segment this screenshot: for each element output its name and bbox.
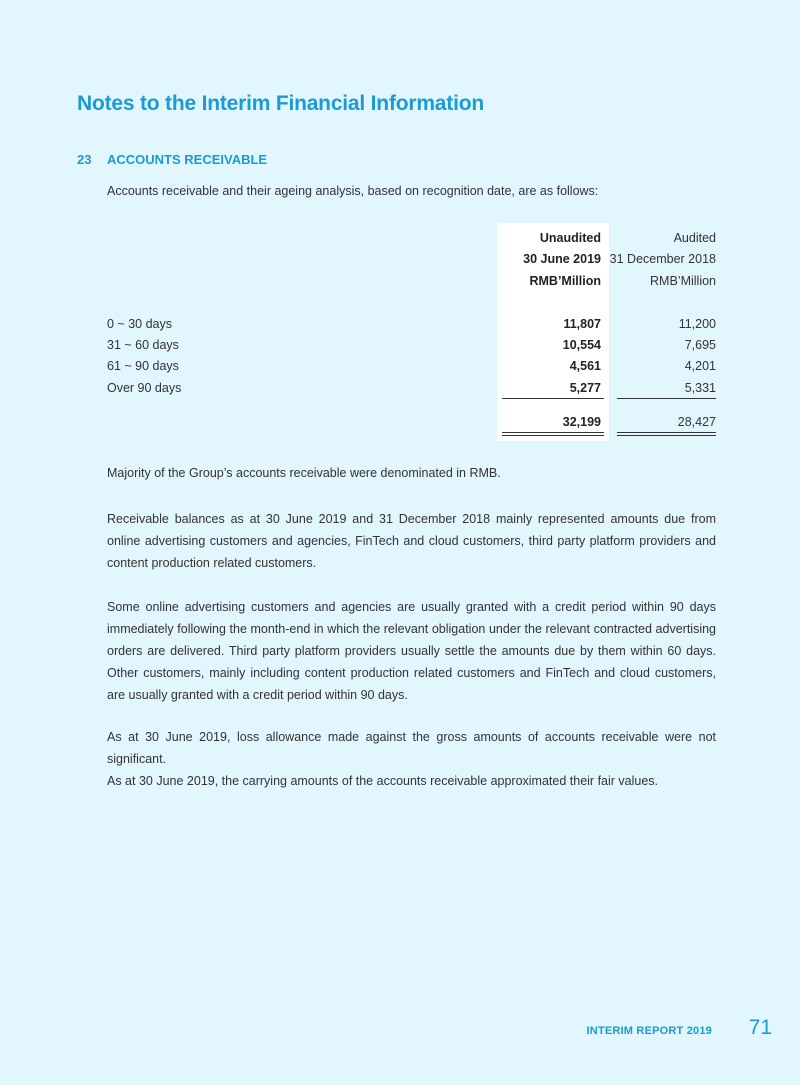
footer-report-name: INTERIM REPORT 2019: [586, 1025, 712, 1037]
total-rule-2019-second: [502, 435, 604, 436]
row-label: 31 ~ 60 days: [107, 338, 179, 352]
row-value-2019: 11,807: [563, 317, 601, 331]
section-number: 23: [77, 152, 92, 167]
col1-status: Unaudited: [539, 231, 601, 245]
total-rule-2019: [502, 432, 604, 433]
row-value-2018: 11,200: [678, 317, 716, 331]
paragraph-currency: Majority of the Group’s accounts receivable were denominated in RMB.: [107, 466, 501, 480]
total-rule-2018: [617, 432, 716, 433]
total-2018: 28,427: [677, 415, 716, 429]
row-value-2019: 5,277: [569, 381, 601, 395]
col2-status: Audited: [673, 231, 716, 245]
paragraph-credit-period: Some online advertising customers and agencies are usually granted with a credit period within 90 days immediately following the month-end in which the relevant obligation under the relevant contracted advertising orders are delivered. Third party platform providers usually settle the amounts due by them within 60 days. Other customers, mainly including content production related customers and FinTech and cloud customers, are usually granted with a credit period within 90 days.: [107, 600, 716, 702]
subtotal-rule-2019: [502, 398, 604, 399]
row-value-2018: 5,331: [684, 381, 716, 395]
row-value-2018: 7,695: [684, 338, 716, 352]
row-label: 61 ~ 90 days: [107, 359, 179, 373]
col1-date: 30 June 2019: [523, 252, 601, 266]
row-value-2018: 4,201: [684, 359, 716, 373]
total-rule-2018-second: [617, 435, 716, 436]
page-title: Notes to the Interim Financial Information: [77, 92, 484, 115]
total-2019: 32,199: [562, 415, 601, 429]
paragraph-balances: Receivable balances as at 30 June 2019 and 31 December 2018 mainly represented amounts due from online advertising customers and agencies, FinTech and cloud customers, third party platform providers and content production related customers.: [107, 512, 716, 570]
col2-unit: RMB’Million: [650, 274, 716, 288]
paragraph-fair-value: As at 30 June 2019, the carrying amounts of the accounts receivable approximated their fair values.: [107, 774, 659, 788]
row-value-2019: 10,554: [562, 338, 601, 352]
row-value-2019: 4,561: [569, 359, 601, 373]
page-number: 71: [748, 1016, 772, 1039]
section-intro: Accounts receivable and their ageing analysis, based on recognition date, are as follows:: [107, 184, 599, 198]
col1-unit: RMB’Million: [529, 274, 601, 288]
row-label: 0 ~ 30 days: [107, 317, 172, 331]
row-label: Over 90 days: [107, 381, 182, 395]
col2-date: 31 December 2018: [609, 252, 716, 266]
section-title: ACCOUNTS RECEIVABLE: [107, 152, 268, 167]
paragraph-loss-allowance: As at 30 June 2019, loss allowance made against the gross amounts of accounts receivable were not significant.: [107, 730, 716, 766]
subtotal-rule-2018: [617, 398, 716, 399]
